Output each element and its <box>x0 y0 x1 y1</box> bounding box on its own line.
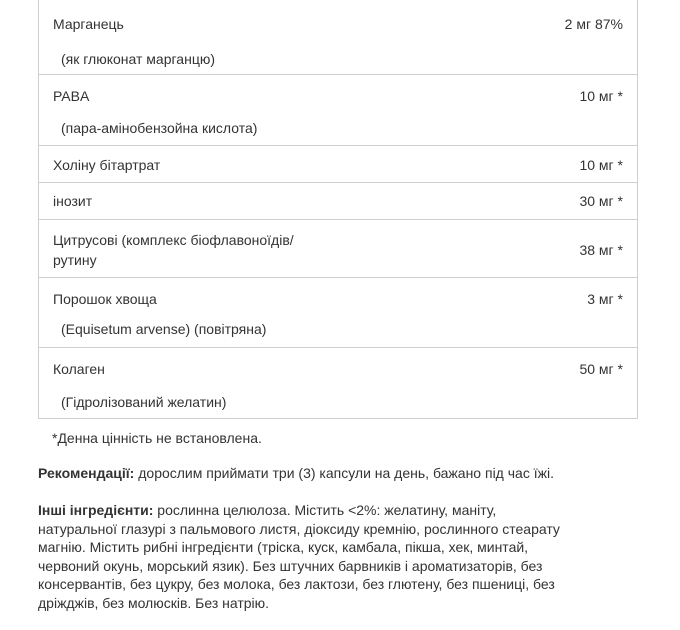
nutrient-amount: 3 мг * <box>587 291 623 307</box>
supplement-facts-table <box>38 0 638 419</box>
nutrient-amount: 30 мг * <box>579 193 623 209</box>
other-ingredients-line: натуральної глазурі з пальмового листя, діоксиду кремнію, рослинного стеарату <box>38 520 560 537</box>
nutrient-name: Холіну бітартрат <box>53 157 161 173</box>
table-row <box>38 0 638 75</box>
other-ingredients-line: консервантів, без цукру, без молока, без лактози, без глютену, без пшениці, без <box>38 576 555 592</box>
nutrient-name: Колаген <box>53 361 105 377</box>
nutrient-amount: 10 мг * <box>579 157 623 173</box>
table-row <box>38 220 638 278</box>
table-row <box>38 75 638 146</box>
other-ingredients-line: червоний окунь, морський язик). Без штучних барвників і ароматизаторів, без <box>38 557 543 574</box>
nutrient-amount: 10 мг * <box>579 88 623 104</box>
table-row <box>38 183 638 220</box>
table-row <box>38 146 638 183</box>
nutrient-name: Марганець <box>53 16 124 32</box>
other-ingredients-text: рослинна целюлоза. Містить <2%: желатину, маніту, <box>153 502 497 518</box>
nutrient-amount: 2 мг 87% <box>564 16 623 32</box>
recommendations-paragraph <box>38 464 638 483</box>
table-row <box>38 278 638 348</box>
recommendations-label: Рекомендації: <box>38 465 135 481</box>
nutrient-source: (як глюконат марганцю) <box>61 51 215 67</box>
other-ingredients-line: магнію. Містить рибні інгредієнти (тріска, куск, камбала, пікша, хек, минтай, <box>38 539 529 555</box>
other-ingredients-label: Інші інгредієнти: <box>38 502 154 518</box>
nutrient-source: (пара-амінобензойна кислота) <box>61 120 258 136</box>
nutrient-amount: 50 мг * <box>579 361 623 377</box>
nutrient-amount: 38 мг * <box>579 242 623 258</box>
other-ingredients-line: дріжджів, без молюсків. Без натрію. <box>38 594 270 611</box>
table-row <box>38 348 638 419</box>
nutrient-name: PABA <box>53 88 90 104</box>
recommendations-text: дорослим приймати три (3) капсули на день, бажано під час їжі. <box>134 465 554 481</box>
nutrient-name: Порошок хвоща <box>53 291 157 307</box>
nutrient-source: (Гідролізований желатин) <box>61 394 227 410</box>
nutrient-source: (Equisetum arvense) (повітряна) <box>61 321 267 337</box>
other-ingredients-paragraph <box>38 501 638 612</box>
daily-value-footnote: *Денна цінність не встановлена. <box>52 430 262 446</box>
nutrient-name: Цитрусові (комплекс біофлавоноїдів/ <box>53 232 294 248</box>
nutrient-name-continued: рутину <box>53 252 97 268</box>
nutrient-name: інозит <box>53 193 93 209</box>
